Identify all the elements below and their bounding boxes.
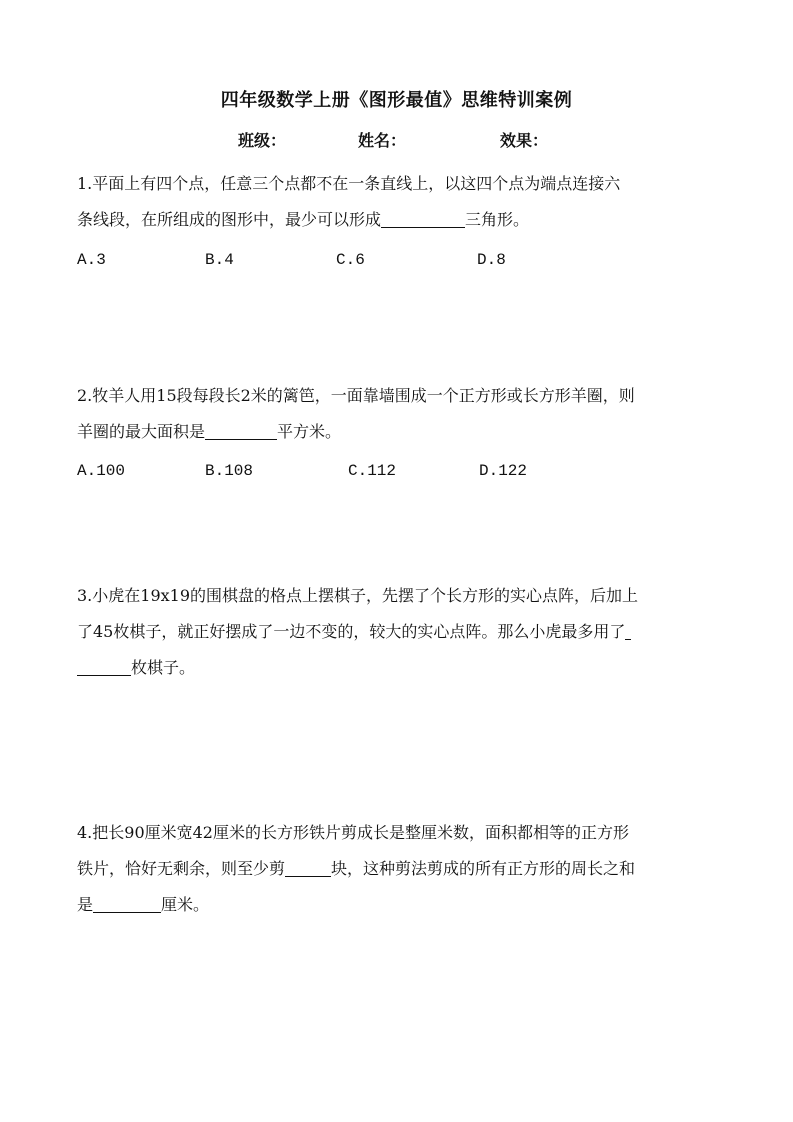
question-2-option-d: D.122 bbox=[479, 462, 528, 480]
question-2-option-c: C.112 bbox=[348, 462, 397, 480]
question-3-answer-blank-start[interactable] bbox=[625, 615, 631, 640]
question-1 bbox=[77, 166, 727, 238]
question-2-line-2 bbox=[77, 414, 727, 450]
question-3-text-after-blank: 枚棋子。 bbox=[131, 658, 196, 677]
question-1-answer-blank[interactable] bbox=[381, 203, 465, 228]
question-3-line-1: 3.小虎在19x19的围棋盘的格点上摆棋子，先摆了个长方形的实心点阵，后加上 bbox=[77, 586, 639, 605]
question-2-text-before-blank: 羊圈的最大面积是 bbox=[77, 422, 206, 441]
question-1-text-before-blank: 条线段，在所组成的图形中，最少可以形成 bbox=[77, 210, 382, 229]
question-4 bbox=[77, 815, 727, 923]
question-2-text-after-blank: 平方米。 bbox=[277, 422, 342, 441]
question-3-answer-blank[interactable] bbox=[77, 651, 131, 676]
question-1-line-1: 1.平面上有四个点，任意三个点都不在一条直线上，以这四个点为端点连接六 bbox=[77, 174, 621, 193]
question-4-perimeter-blank[interactable] bbox=[93, 888, 161, 913]
question-3 bbox=[77, 578, 727, 686]
question-2 bbox=[77, 378, 727, 450]
question-4-text-line-3: 是 bbox=[77, 895, 94, 914]
class-label: 班级： bbox=[238, 131, 287, 150]
question-4-line-1: 4.把长90厘米宽42厘米的长方形铁片剪成长是整厘米数，面积都相等的正方形 bbox=[77, 823, 629, 842]
question-3-text-line-2: 了45枚棋子，就正好摆成了一边不变的，较大的实心点阵。那么小虎最多用了 bbox=[77, 622, 626, 641]
question-1-option-b: B.4 bbox=[205, 251, 234, 269]
student-info-row bbox=[0, 128, 793, 152]
question-1-options bbox=[77, 251, 727, 275]
question-2-line-1: 2.牧羊人用15段每段长2米的篱笆，一面靠墙围成一个正方形或长方形羊圈，则 bbox=[77, 386, 635, 405]
question-1-option-d: D.8 bbox=[477, 251, 506, 269]
question-2-options bbox=[77, 462, 727, 486]
question-3-line-3 bbox=[77, 650, 727, 686]
question-2-option-b: B.108 bbox=[205, 462, 254, 480]
question-1-text-after-blank: 三角形。 bbox=[465, 210, 530, 229]
result-label: 效果： bbox=[500, 131, 549, 150]
question-4-text-after-blank: 块，这种剪法剪成的所有正方形的周长之和 bbox=[331, 859, 636, 878]
question-4-text-before-blank: 铁片，恰好无剩余，则至少剪 bbox=[77, 859, 286, 878]
question-1-option-a: A.3 bbox=[77, 251, 106, 269]
question-4-line-2 bbox=[77, 851, 727, 887]
question-3-line-2 bbox=[77, 614, 727, 650]
question-2-option-a: A.100 bbox=[77, 462, 126, 480]
question-4-text-after-perimeter-blank: 厘米。 bbox=[161, 895, 210, 914]
question-1-option-c: C.6 bbox=[336, 251, 365, 269]
question-4-line-3 bbox=[77, 887, 727, 923]
question-4-count-blank[interactable] bbox=[285, 852, 331, 877]
name-label: 姓名： bbox=[358, 131, 407, 150]
page-title: 四年级数学上册《图形最值》思维特训案例 bbox=[220, 90, 573, 111]
question-1-line-2 bbox=[77, 202, 727, 238]
question-2-answer-blank[interactable] bbox=[205, 415, 277, 440]
